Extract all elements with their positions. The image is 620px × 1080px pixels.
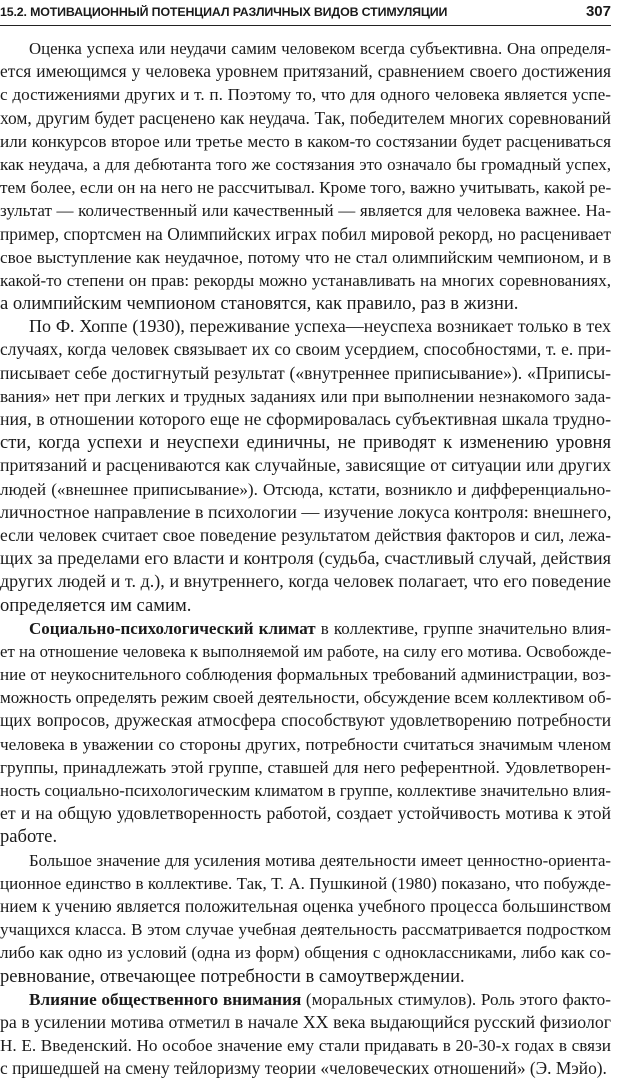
bold-term: Социально-психологический климат <box>29 618 316 638</box>
line-text: с достижениями других и т. п. Поэтому то, что для одного человека является успе- <box>0 85 611 105</box>
paragraph <box>0 617 611 849</box>
line-text: ние от неукоснительного соблюдения формальных требований администрации, воз- <box>0 665 611 685</box>
text-line <box>0 1057 611 1080</box>
line-text: ет и на общую удовлетворенность работой, создает устойчивость мотива к этой <box>0 803 611 824</box>
text-line <box>0 941 611 964</box>
line-text: ность социально-психологическим климатом в группе, коллективе значительно влия- <box>0 781 611 800</box>
text-line <box>0 872 611 895</box>
line-text: свое выступление как неудачное, потому что не стал олимпийским чемпионом, и в <box>0 247 611 267</box>
text-line <box>0 918 611 941</box>
line-text: личностное направление в психологии — изучение локуса контроля: внешнего, <box>0 501 612 522</box>
text-line <box>0 338 611 361</box>
text-line <box>0 315 611 338</box>
line-text: если человек считает свое поведение результатом действия факторов и сил, лежа- <box>0 524 611 545</box>
line-text: Оценка успеха или неудачи самим человеком всегда субъективна. Она определя- <box>29 39 611 58</box>
line-text: работе. <box>0 826 58 848</box>
line-text: людей («внешнее приписывание»). Отсюда, кстати, возникло и дифференциально- <box>0 479 611 499</box>
text-line <box>0 640 611 663</box>
line-text: пример, спортсмен на Олимпийских играх побил мировой рекорд, но расценивает <box>0 223 611 244</box>
line-text: как неудача, а для дебютанта того же состязания это означало бы громадный успех, <box>0 154 611 174</box>
line-text: группы, принадлежать этой группе, ставшей для него референтной. Удовлетворен- <box>0 757 611 777</box>
text-line <box>0 663 611 686</box>
line-text: ционное единство в коллективе. Так, Т. А. Пушкиной (1980) показано, что побужде- <box>0 873 611 893</box>
text-line <box>0 686 611 709</box>
line-text: случаях, когда человек связывает их со своим усердием, способностями, т. е. при- <box>0 339 611 360</box>
line-text: в коллективе, группе значительно влия- <box>315 618 612 638</box>
text-line <box>0 130 611 153</box>
text-line <box>0 802 611 825</box>
text-line <box>0 408 611 431</box>
text-line <box>0 965 611 988</box>
line-text: притязаний и расцениваются как случайные, зависящие от ситуации или других <box>0 455 611 476</box>
paragraph <box>0 988 611 1080</box>
text-line <box>0 37 611 60</box>
paragraph <box>0 37 611 315</box>
line-text: (моральных стимулов). Роль этого факто- <box>301 989 611 1009</box>
running-header <box>0 3 611 26</box>
line-text: тем более, если он на него не рассчитывал. Кроме того, важно учитывать, какой ре- <box>0 178 612 198</box>
line-text: какой-то степени он прав: рекорды можно устанавливать на многих соревнованиях, <box>0 270 611 290</box>
paragraph <box>0 849 611 988</box>
text-line <box>0 199 611 222</box>
page-number: 307 <box>585 3 611 20</box>
line-text: или конкурсов второе или третье место в каком-то состязании будет расцениваться <box>0 131 611 151</box>
line-text: человека в уважении со стороны других, потребности считаться значимым членом <box>0 734 611 754</box>
line-text: Большое значение для усиления мотива деятельности имеет ценностно-ориента- <box>29 850 611 870</box>
text-line <box>0 547 611 570</box>
text-line <box>0 1034 611 1057</box>
text-line <box>0 269 611 292</box>
line-text: определяется им самим. <box>0 594 192 616</box>
text-line <box>0 895 611 918</box>
text-line <box>0 362 611 385</box>
text-line <box>0 246 611 269</box>
line-text: По Ф. Хоппе (1930), переживание успеха—неуспеха возникает только в тех <box>29 316 611 337</box>
line-text: а олимпийским чемпионом становятся, как правило, раз в жизни. <box>0 293 519 315</box>
text-line <box>0 524 611 547</box>
line-text: щих вопросов, дружеская атмосфера способствуют удовлетворению потребности <box>0 710 611 731</box>
text-line <box>0 385 611 408</box>
text-line <box>0 1011 611 1034</box>
text-line <box>0 779 611 802</box>
text-line <box>0 825 611 848</box>
text-line <box>0 849 611 872</box>
text-line <box>0 454 611 477</box>
running-title: 15.2. МОТИВАЦИОННЫЙ ПОТЕНЦИАЛ РАЗЛИЧНЫХ ВИДОВ СТИМУЛЯЦИИ <box>0 5 448 19</box>
text-line <box>0 594 611 617</box>
bold-term: Влияние общественного внимания <box>29 989 302 1009</box>
text-line <box>0 756 611 779</box>
line-text: сти, когда успехи и неуспехи единичны, не приводят к изменению уровня <box>0 432 611 454</box>
line-text: учащихся класса. В этом случае учебная деятельность рассматривается подростком <box>0 920 611 940</box>
text-line <box>0 733 611 756</box>
text-line <box>0 83 611 106</box>
line-text: ния, в отношении которого еще не сформировалась субъективная шкала трудно- <box>0 409 611 429</box>
line-text: других людей и т. д.), и внутреннего, когда человек полагает, что его поведение <box>0 571 611 592</box>
text-line <box>0 478 611 501</box>
text-line <box>0 107 611 130</box>
line-text: хом, другим будет расценено как неудача. Так, победителем многих соревнований <box>0 107 611 128</box>
page-body <box>0 37 611 1080</box>
line-text: вания» нет при легких и трудных заданиях или при выполнении незнакомого зада- <box>0 386 611 406</box>
line-text: ра в усилении мотива отметил в начале XX века выдающийся русский физиолог <box>0 1011 611 1032</box>
text-line <box>0 60 611 83</box>
line-text: можность определять режим своей деятельности, обсуждение всем коллективом об- <box>0 688 612 708</box>
line-text: нием к учению является положительная оценка учебного процесса большинством <box>0 895 611 916</box>
line-text: зультат — количественный или качественный — является для человека важнее. На- <box>0 201 611 221</box>
text-line <box>0 988 611 1011</box>
text-line <box>0 570 611 593</box>
line-text: Н. Е. Введенский. Но особое значение ему стали придавать в 20-30-х годах в связи <box>0 1036 611 1056</box>
text-line <box>0 501 611 524</box>
line-text: писывает себе достигнутый результат («внутреннее приписывание»). «Приписы- <box>0 362 611 383</box>
text-line <box>0 153 611 176</box>
text-line <box>0 709 611 732</box>
text-line <box>0 176 611 199</box>
line-text: ревнование, отвечающее потребности в самоутверждении. <box>0 965 465 987</box>
line-text: щих за пределами его власти и контроля (судьба, счастливый случай, действия <box>0 548 611 569</box>
text-line <box>0 292 611 315</box>
text-line <box>0 617 611 640</box>
line-text: с пришедшей на смену тейлоризму теории «человеческих отношений» (Э. Мэйо). <box>0 1058 607 1079</box>
line-text: ется имеющимся у человека уровнем притязаний, сравнением своего достижения <box>0 61 611 82</box>
text-line <box>0 223 611 246</box>
line-text: либо как одно из условий (одна из форм) общения с одноклассниками, либо как со- <box>0 943 611 963</box>
line-text: ет на отношение человека к выполняемой им работе, на силу его мотива. Освобожде- <box>0 641 612 661</box>
text-line <box>0 431 611 454</box>
paragraph <box>0 315 611 616</box>
